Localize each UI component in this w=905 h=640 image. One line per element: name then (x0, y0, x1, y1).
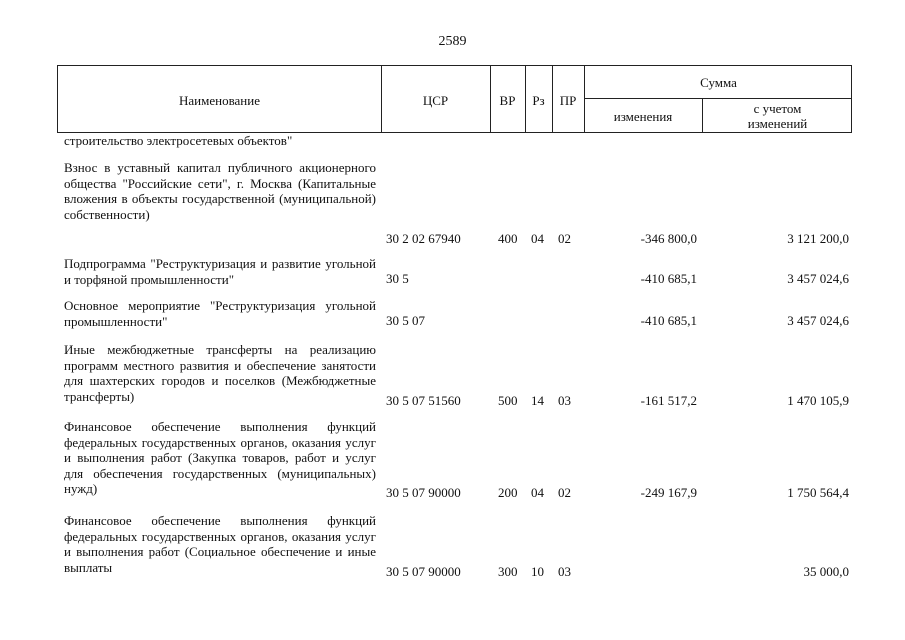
row-name: Подпрограмма "Реструктуризация и развитие угольной и торфяной промышленности" (64, 256, 376, 287)
row-pr: 02 (558, 231, 571, 246)
row-pr: 03 (558, 564, 571, 579)
table-header (57, 65, 852, 133)
header-sum: Сумма (700, 74, 737, 90)
row-rz: 10 (531, 564, 544, 579)
header-csr: ЦСР (422, 92, 449, 108)
row-name: строительство электросетевых объектов" (64, 133, 293, 148)
row-total: 3 457 024,6 (787, 313, 849, 328)
row-rz: 04 (531, 485, 544, 500)
row-change: -249 167,9 (640, 485, 697, 500)
row-rz: 14 (531, 393, 544, 408)
row-vr: 200 (498, 485, 518, 500)
row-change: -410 685,1 (640, 313, 697, 328)
row-vr: 300 (498, 564, 518, 579)
row-csr: 30 5 07 51560 (386, 393, 461, 408)
header-vr: ВР (499, 92, 516, 108)
row-csr: 30 5 (386, 271, 409, 286)
row-csr: 30 5 07 90000 (386, 485, 461, 500)
row-pr: 03 (558, 393, 571, 408)
header-pr: ПР (559, 92, 577, 108)
row-change: -410 685,1 (640, 271, 697, 286)
table-row (0, 160, 905, 246)
row-change: -161 517,2 (640, 393, 697, 408)
row-csr: 30 5 07 90000 (386, 564, 461, 579)
page-number: 2589 (438, 34, 467, 49)
header-total: с учетом изменений (747, 101, 808, 131)
row-name: Финансовое обеспечение выполнения функций федеральных государственных органов, оказания услуг и выполнения работ (Социальное обеспечение и иные выплаты (64, 513, 376, 575)
row-vr: 500 (498, 393, 518, 408)
row-total: 3 121 200,0 (787, 231, 849, 246)
row-csr: 30 2 02 67940 (386, 231, 461, 246)
row-change: -346 800,0 (640, 231, 697, 246)
row-name: Финансовое обеспечение выполнения функций федеральных государственных органов, оказания услуг и выполнения работ (Закупка товаров, работ и услуг для обеспечения государственных (муниципальных) нужд) (64, 419, 376, 497)
header-change: изменения (613, 108, 673, 124)
row-name: Взнос в уставный капитал публичного акционерного общества "Российские сети", г. Москва (Капитальные вложения в объекты государственной (муниципальной) собственности) (64, 160, 376, 222)
row-csr: 30 5 07 (386, 313, 425, 328)
row-vr: 400 (498, 231, 518, 246)
row-total: 35 000,0 (803, 564, 849, 579)
row-name: Основное мероприятие "Реструктуризация угольной промышленности" (64, 298, 376, 329)
header-name: Наименование (179, 92, 260, 108)
row-name: Иные межбюджетные трансферты на реализацию программ местного развития и обеспечение занятости для шахтерских городов и поселков (Межбюджетные трансферты) (64, 342, 376, 404)
row-total: 1 470 105,9 (787, 393, 849, 408)
header-rz: Рз (532, 92, 545, 108)
row-pr: 02 (558, 485, 571, 500)
row-rz: 04 (531, 231, 544, 246)
row-total: 1 750 564,4 (787, 485, 849, 500)
row-total: 3 457 024,6 (787, 271, 849, 286)
